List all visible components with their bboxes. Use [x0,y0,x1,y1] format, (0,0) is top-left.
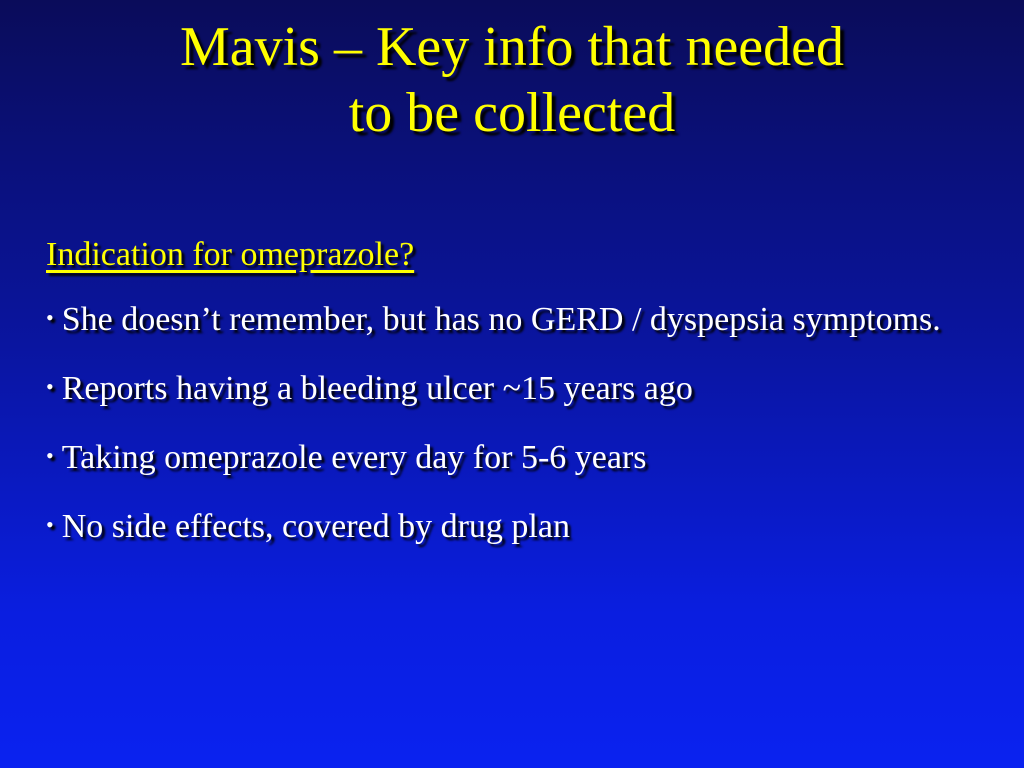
slide-title [0,14,1024,146]
slide-body [46,232,986,571]
bullet-item [46,433,986,480]
section-heading: Indication for omeprazole? [46,236,415,273]
bullet-marker: • [46,374,54,399]
bullet-text: She doesn’t remember, but has no GERD / dyspepsia symptoms. [61,301,941,338]
bullet-marker: • [46,512,54,537]
bullet-item [46,364,986,411]
title-line-2: to be collected [348,82,676,144]
bullet-text: No side effects, covered by drug plan [61,508,570,545]
bullet-marker: • [46,305,54,330]
bullet-item [46,502,986,549]
bullet-item [46,295,986,342]
title-line-1: Mavis – Key info that needed [179,16,845,78]
bullet-text: Reports having a bleeding ulcer ~15 years ago [61,370,693,407]
bullet-text: Taking omeprazole every day for 5-6 years [61,439,647,476]
bullet-marker: • [46,443,54,468]
